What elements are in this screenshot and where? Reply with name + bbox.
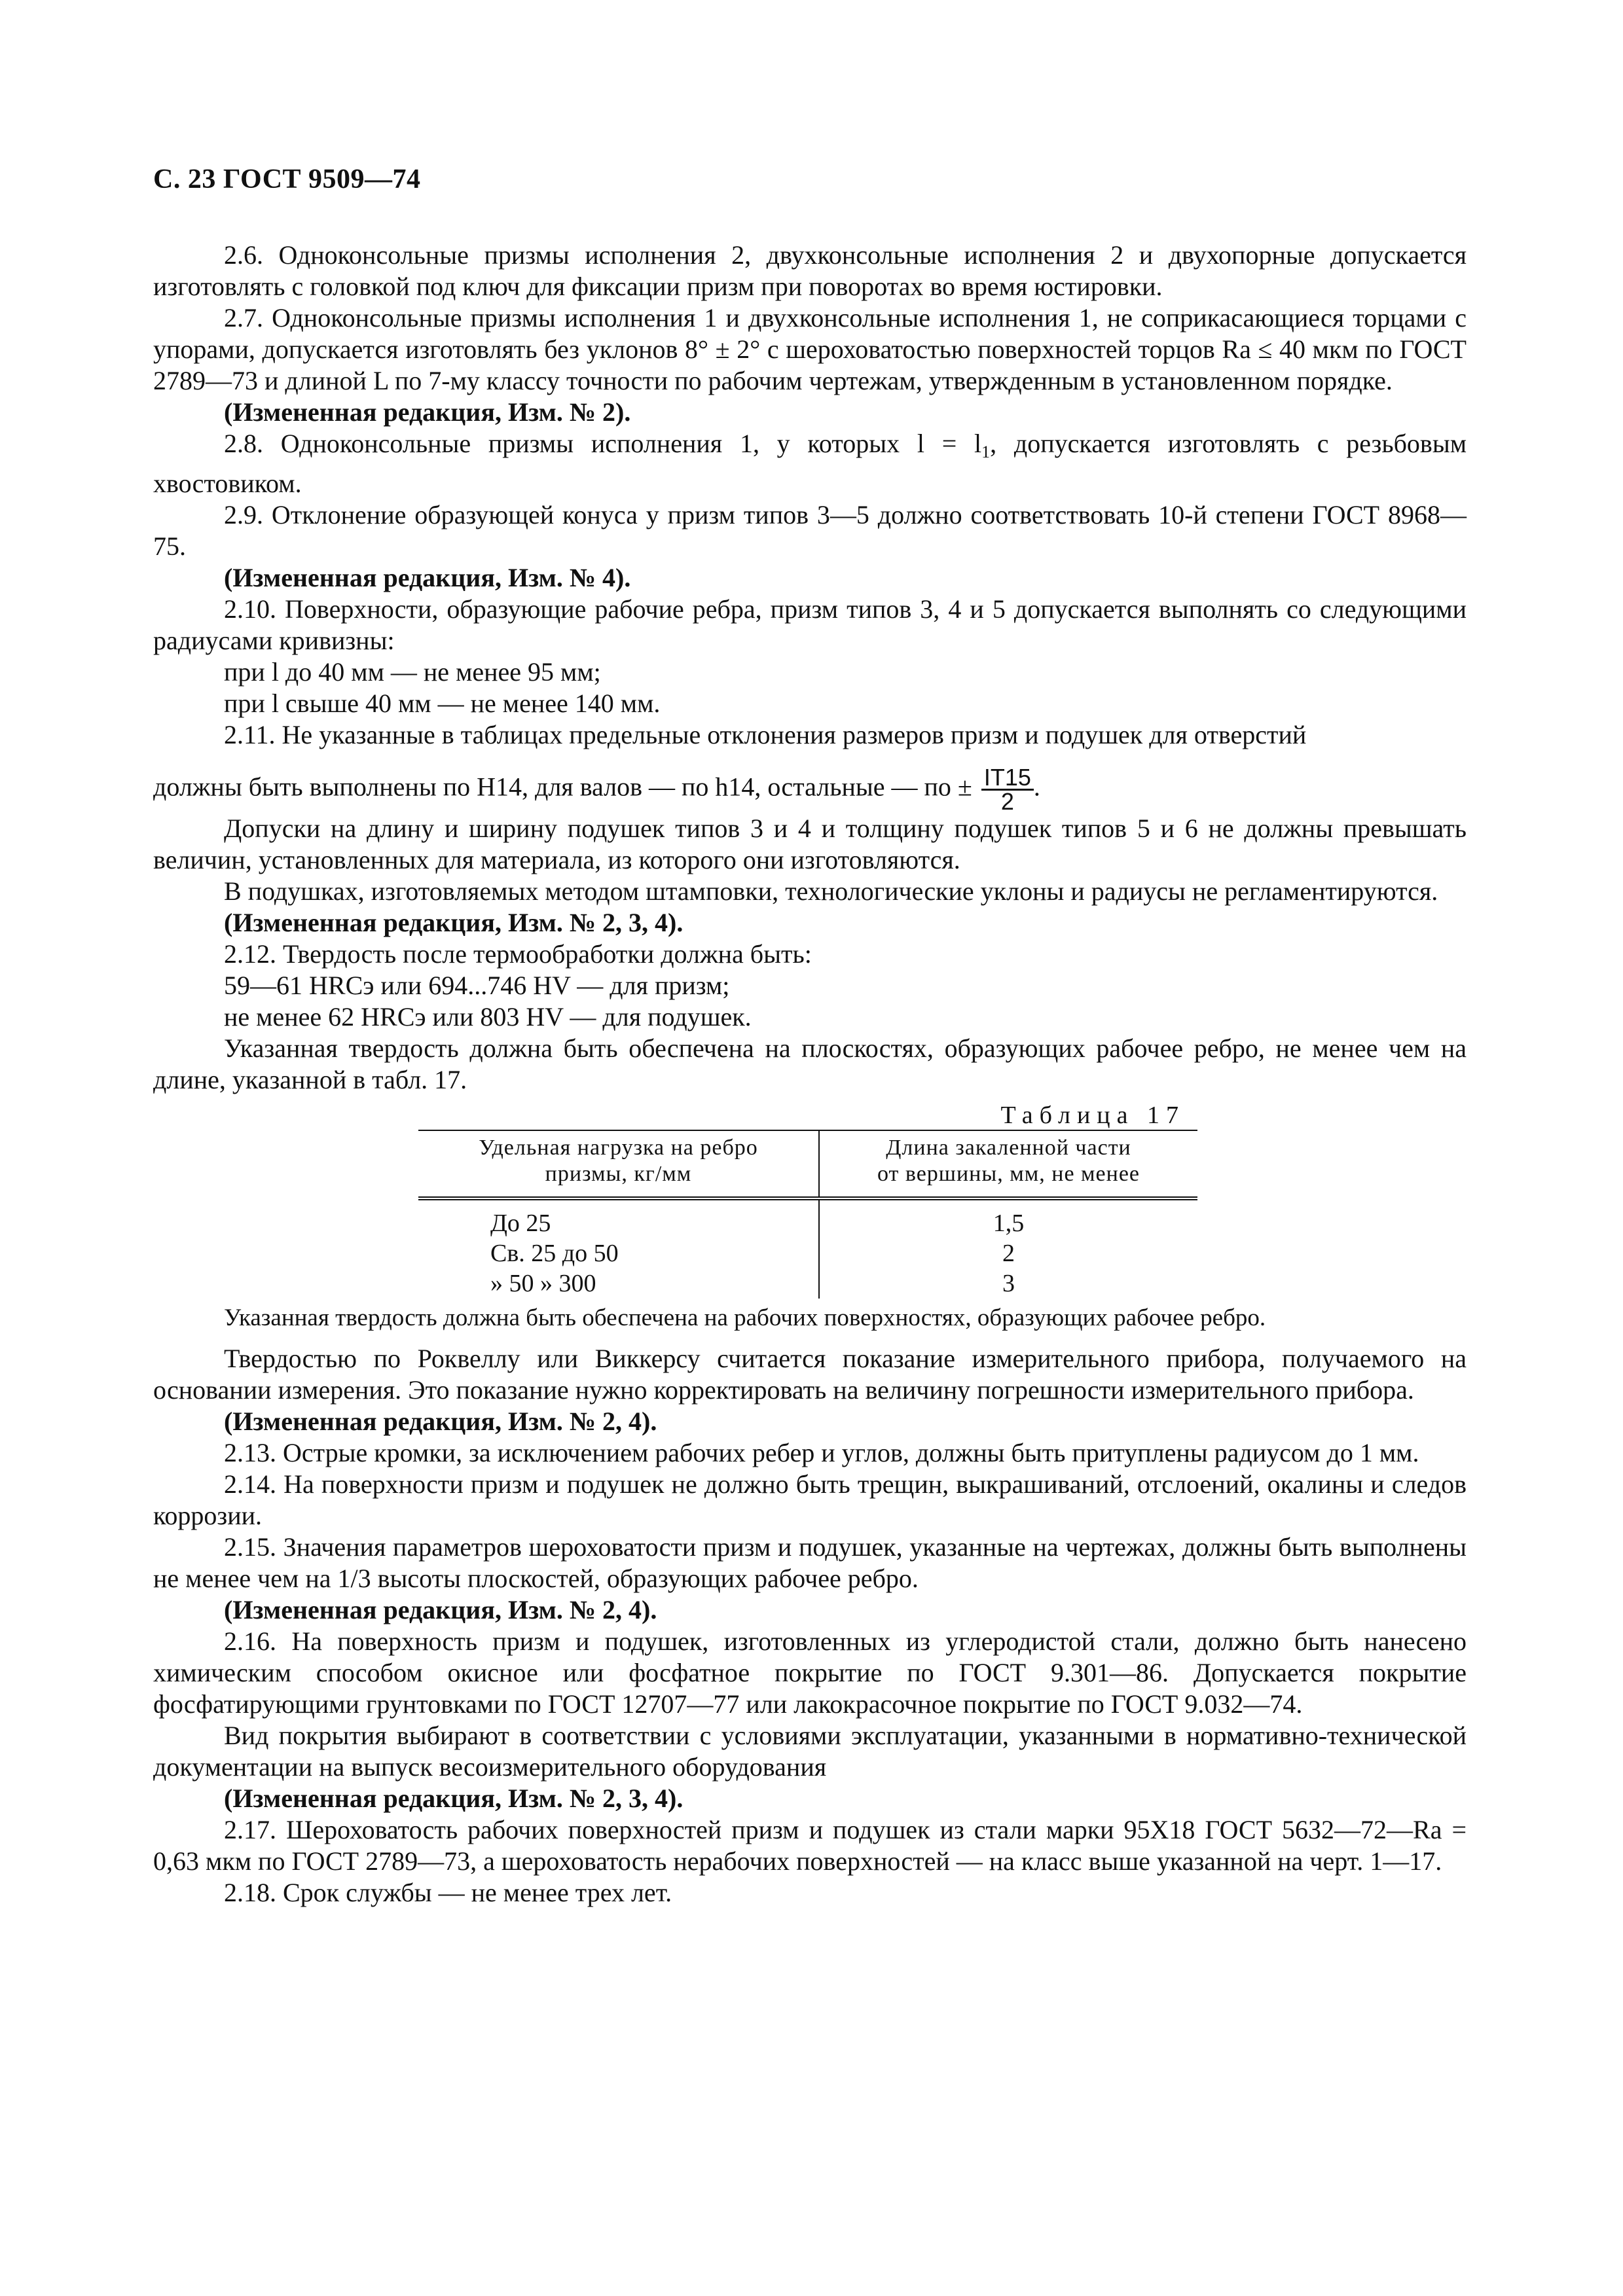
paragraph-hardness-1: Указанная твердость должна быть обеспечена на плоскостях, образующих рабочее ребро, не менее чем на длине, указанной в табл. 17. bbox=[153, 1033, 1467, 1094]
paragraph-2-8: 2.8. Одноконсольные призмы исполнения 1, у которых $l = l_1$, допускается изготовлять с резьбовым хвостовиком. bbox=[153, 429, 1467, 498]
revision-note: (Измененная редакция, Изм. № 2, 3, 4). bbox=[224, 1784, 684, 1813]
paragraph-2-13: 2.13. Острые кромки, за исключением рабочих ребер и углов, должны быть притуплены радиусом до 1 мм. bbox=[224, 1438, 1419, 1467]
paragraph-2-12: 2.12. Твердость после термообработки должна быть: bbox=[224, 939, 812, 969]
paragraph-2-11-continued: должны быть выполнены по Н14, для валов — по h14, остальные — по ± $\frac{IT15}{2}$ . bbox=[153, 764, 1040, 815]
paragraph-hardness-2: Указанная твердость должна быть обеспечена на рабочих поверхностях, образующих рабочее ребро. bbox=[224, 1304, 1266, 1331]
revision-note: (Измененная редакция, Изм. № 4). bbox=[224, 563, 631, 592]
paragraph-2-10-item: при l свыше 40 мм — не менее 140 мм. bbox=[224, 689, 661, 718]
paragraph-tolerances: Допуски на длину и ширину подушек типов 3 и 4 и толщину подушек типов 5 и 6 не должны превышать величин, установленных для материала, из которого они изготовляются. bbox=[153, 814, 1467, 874]
table-row: Св. 25 до 50 2 bbox=[418, 1238, 1197, 1268]
paragraph-2-17: 2.17. Шероховатость рабочих поверхностей призм и подушек из стали марки 95Х18 ГОСТ 5632—72—Ra = 0,63 мкм по ГОСТ 2789—73, а шероховатость нерабочих поверхностей — на класс выше указанной на черт. 1—17. bbox=[153, 1815, 1467, 1876]
table-17 bbox=[418, 1130, 1197, 1299]
revision-note: (Измененная редакция, Изм. № 2, 4). bbox=[224, 1407, 657, 1436]
table-header-load: Удельная нагрузка на ребро призмы, кг/мм bbox=[418, 1130, 819, 1198]
revision-note: (Измененная редакция, Изм. № 2, 3, 4). bbox=[224, 908, 684, 937]
paragraph-2-18: 2.18. Срок службы — не менее трех лет. bbox=[224, 1878, 672, 1907]
tolerance-fraction: $\frac{IT15}{2}$ bbox=[981, 766, 1034, 813]
paragraph-2-7: 2.7. Одноконсольные призмы исполнения 1 и двухконсольные исполнения 1, не соприкасающиеся торцами с упорами, допускается изготовлять без уклонов 8° ± 2° с шероховатостью поверхностей торцов Ra ≤ 40 мкм по ГОСТ 2789—73 и длиной L по 7-му классу точности по рабочим чертежам, утвержденным в установленном порядке. bbox=[153, 303, 1467, 395]
paragraph-2-12-item: не менее 62 HRCэ или 803 HV — для подушек. bbox=[224, 1002, 752, 1031]
revision-note: (Измененная редакция, Изм. № 2, 4). bbox=[224, 1595, 657, 1624]
paragraph-coating: Вид покрытия выбирают в соответствии с условиями эксплуатации, указанными в нормативно-технической документации на выпуск весоизмерительного оборудования bbox=[153, 1721, 1467, 1782]
paragraph-2-10: 2.10. Поверхности, образующие рабочие ребра, призм типов 3, 4 и 5 допускается выполнять со следующими радиусами кривизны: bbox=[153, 594, 1467, 655]
document-body bbox=[153, 240, 1467, 1909]
paragraph-2-15: 2.15. Значения параметров шероховатости призм и подушек, указанные на чертежах, должны быть выполнены не менее чем на 1/3 высоты плоскостей, образующих рабочее ребро. bbox=[153, 1532, 1467, 1593]
paragraph-stamping: В подушках, изготовляемых методом штамповки, технологические уклоны и радиусы не регламентируются. bbox=[224, 876, 1438, 906]
table-caption: Таблица 17 bbox=[1000, 1102, 1185, 1129]
paragraph-2-6: 2.6. Одноконсольные призмы исполнения 2, двухконсольные исполнения 2 и двухопорные допускается изготовлять с головкой под ключ для фиксации призм при поворотах во время юстировки. bbox=[153, 240, 1467, 301]
paragraph-2-14: 2.14. На поверхности призм и подушек не должно быть трещин, выкрашиваний, отслоений, окалины и следов коррозии. bbox=[153, 1469, 1467, 1530]
table-header-length: Длина закаленной части от вершины, мм, не менее bbox=[819, 1130, 1197, 1198]
paragraph-rockwell: Твердостью по Роквеллу или Виккерсу считается показание измерительного прибора, получаемого на основании измерения. Это показание нужно корректировать на величину погрешности измерительного прибора. bbox=[153, 1344, 1467, 1405]
table-row: » 50 » 300 3 bbox=[418, 1268, 1197, 1299]
page-header: С. 23 ГОСТ 9509—74 bbox=[153, 164, 421, 194]
paragraph-2-12-item: 59—61 HRCэ или 694...746 HV — для призм; bbox=[224, 971, 730, 1000]
paragraph-2-11: 2.11. Не указанные в таблицах предельные отклонения размеров призм и подушек для отверстий bbox=[224, 720, 1307, 749]
paragraph-2-9: 2.9. Отклонение образующей конуса у призм типов 3—5 должно соответствовать 10-й степени ГОСТ 8968—75. bbox=[153, 500, 1467, 561]
paragraph-2-10-item: при l до 40 мм — не менее 95 мм; bbox=[224, 657, 601, 687]
table-row: До 25 1,5 bbox=[418, 1198, 1197, 1238]
revision-note: (Измененная редакция, Изм. № 2). bbox=[224, 397, 631, 427]
paragraph-2-16: 2.16. На поверхность призм и подушек, изготовленных из углеродистой стали, должно быть нанесено химическим способом окисное или фосфатное покрытие по ГОСТ 9.301—86. Допускается покрытие фосфатирующими грунтовками по ГОСТ 12707—77 или лакокрасочное покрытие по ГОСТ 9.032—74. bbox=[153, 1626, 1467, 1719]
